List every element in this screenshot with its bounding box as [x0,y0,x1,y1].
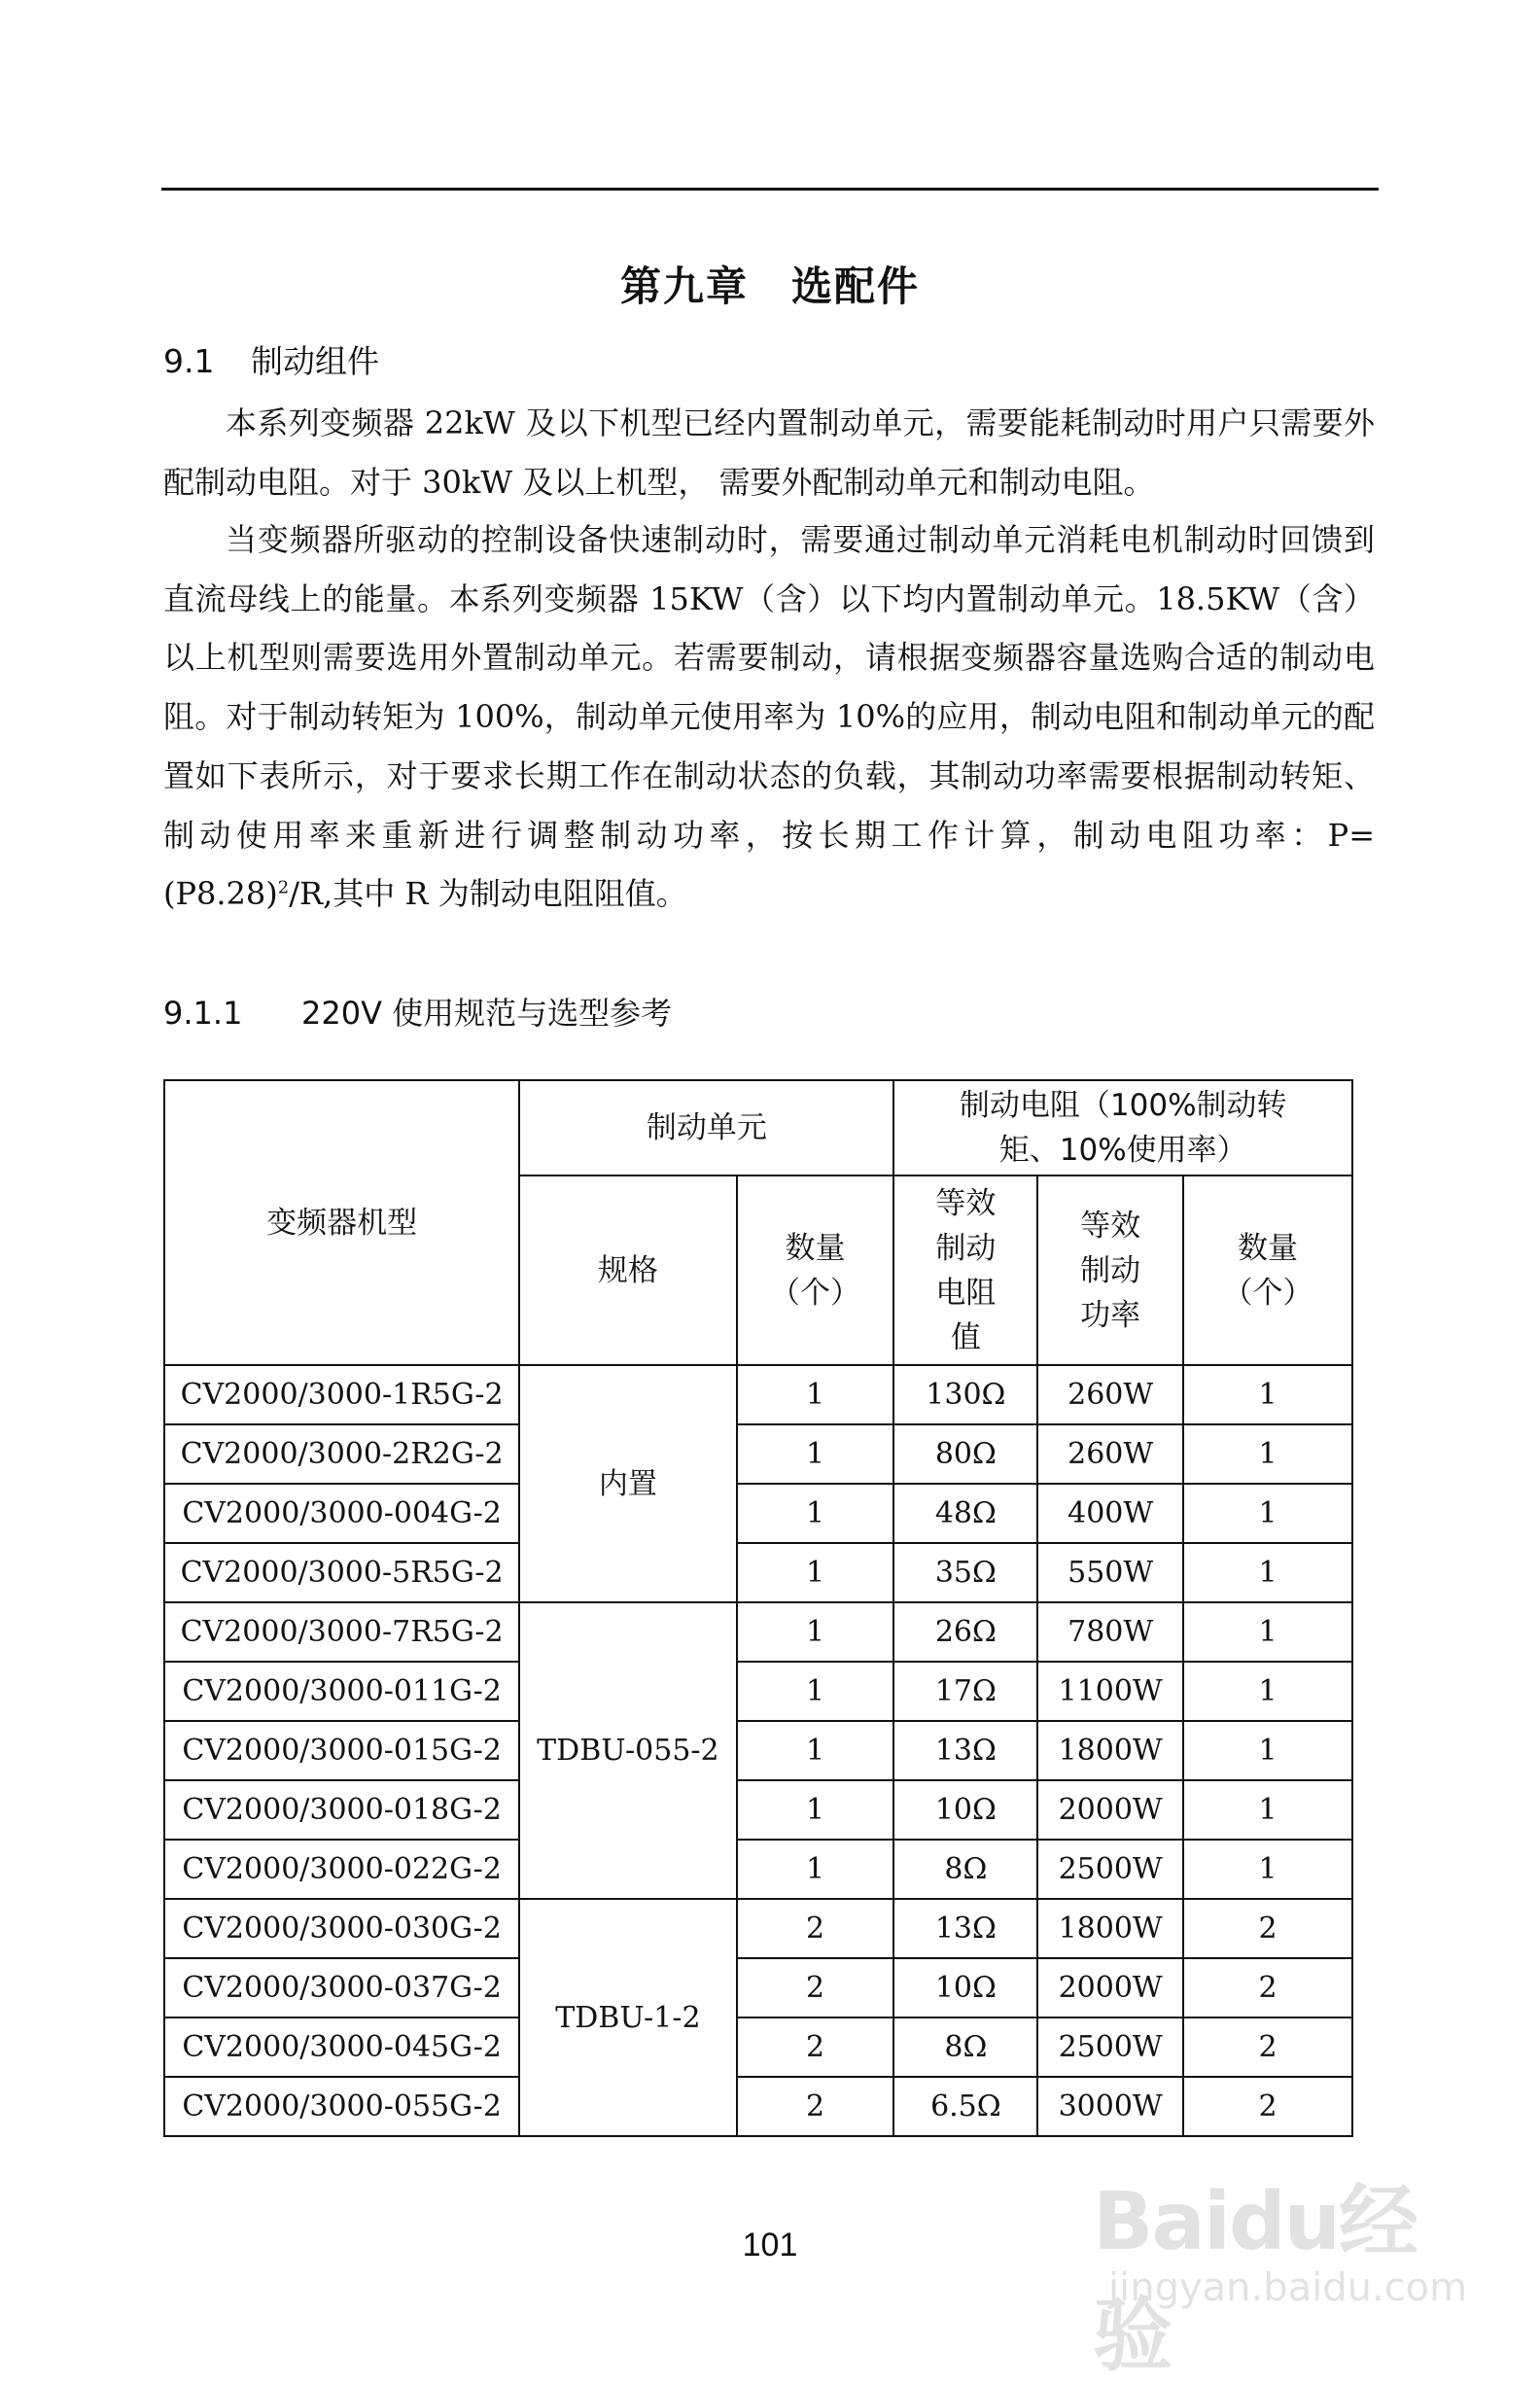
header-rule [161,188,1379,191]
resistance-cell: 13Ω [893,1721,1037,1780]
header-eq-power: 等效制动功率 [1037,1175,1183,1365]
model-cell: CV2000/3000-004G-2 [164,1484,519,1543]
table-row [164,1365,1352,1424]
unit-qty-cell: 2 [737,1899,894,1958]
resistance-cell: 35Ω [893,1543,1037,1602]
formula-tail: /R,其中 R 为制动电阻阻值。 [289,875,687,913]
power-cell: 260W [1037,1424,1183,1484]
resistor-qty-cell: 2 [1183,1958,1352,2018]
table-row [164,1543,1352,1602]
unit-qty-cell: 1 [737,1365,894,1424]
power-cell: 400W [1037,1484,1183,1543]
page-number: 101 [742,2227,798,2263]
baidu-watermark [1089,2158,1478,2382]
model-cell: CV2000/3000-037G-2 [164,1958,519,2018]
paragraph-1: 本系列变频器 22kW 及以下机型已经内置制动单元，需要能耗制动时用户只需要外配制动电阻。对于 30kW 及以上机型， 需要外配制动单元和制动电阻。 [163,404,1375,501]
resistor-qty-cell: 2 [1183,2018,1352,2077]
resistance-cell: 8Ω [893,1840,1037,1899]
resistor-qty-cell: 1 [1183,1662,1352,1721]
watermark-url: jingyan.baidu.com [1108,2265,1468,2310]
table-row [164,1958,1352,2018]
brake-selection-table [163,1079,1353,2137]
resistor-qty-cell: 2 [1183,2077,1352,2136]
unit-qty-cell: 1 [737,1602,894,1662]
table-row [164,2077,1352,2136]
model-cell: CV2000/3000-7R5G-2 [164,1602,519,1662]
header-brake-unit: 制动单元 [519,1080,893,1175]
unit-qty-cell: 2 [737,2077,894,2136]
header-eq-resistance: 等效制动电阻值 [893,1175,1037,1365]
power-cell: 3000W [1037,2077,1183,2136]
resistance-cell: 48Ω [893,1484,1037,1543]
model-cell: CV2000/3000-022G-2 [164,1840,519,1899]
table-row [164,1840,1352,1899]
resistor-qty-cell: 1 [1183,1543,1352,1602]
model-cell: CV2000/3000-2R2G-2 [164,1424,519,1484]
resistor-qty-cell: 1 [1183,1424,1352,1484]
resistor-qty-cell: 1 [1183,1602,1352,1662]
resistor-qty-cell: 1 [1183,1780,1352,1840]
power-cell: 1800W [1037,1899,1183,1958]
table-row [164,1602,1352,1662]
power-cell: 550W [1037,1543,1183,1602]
model-cell: CV2000/3000-1R5G-2 [164,1365,519,1424]
subsection-number: 9.1.1 [163,995,243,1032]
header-resistor-qty: 数量（个） [1183,1175,1352,1365]
resistance-cell: 80Ω [893,1424,1037,1484]
power-cell: 2000W [1037,1958,1183,2018]
model-cell: CV2000/3000-015G-2 [164,1721,519,1780]
resistor-qty-cell: 1 [1183,1484,1352,1543]
formula-exponent: 2 [277,877,290,898]
resistance-cell: 13Ω [893,1899,1037,1958]
spec-cell: 内置 [519,1365,736,1602]
power-cell: 2000W [1037,1780,1183,1840]
table-row [164,2018,1352,2077]
power-cell: 2500W [1037,2018,1183,2077]
subsection-heading [163,989,672,1034]
unit-qty-cell: 1 [737,1543,894,1602]
unit-qty-cell: 1 [737,1840,894,1899]
spec-cell: TDBU-1-2 [519,1899,736,2136]
section-heading [163,336,379,382]
power-cell: 780W [1037,1602,1183,1662]
resistance-cell: 6.5Ω [893,2077,1037,2136]
table-row [164,1899,1352,1958]
model-cell: CV2000/3000-055G-2 [164,2077,519,2136]
resistor-qty-cell: 1 [1183,1840,1352,1899]
table-row [164,1662,1352,1721]
power-cell: 1100W [1037,1662,1183,1721]
chapter-title: 第九章 选配件 [619,263,920,310]
paragraph-2-body: 当变频器所驱动的控制设备快速制动时，需要通过制动单元消耗电机制动时回馈到直流母线上的能量。本系列变频器 15KW（含）以下均内置制动单元。18.5KW（含）以上机型则需要选用外置制动单元。若需要制动，请根据变频器容量选购合适的制动电阻。对于制动转矩为 100%，制动单元使用率为 10%的应用，制动电阻和制动单元的配置如下表所示，对于要求长期工作在制动状态的负载，其制动功率需要根据制动转矩、制动使用率来重新进行调整制动功率，按长期工作计算，制动电阻功率： [163,521,1375,854]
header-brake-resistor: 制动电阻（100%制动转矩、10%使用率） [893,1080,1352,1175]
header-spec: 规格 [519,1175,736,1365]
power-cell: 1800W [1037,1721,1183,1780]
model-cell: CV2000/3000-011G-2 [164,1662,519,1721]
resistance-cell: 8Ω [893,2018,1037,2077]
unit-qty-cell: 1 [737,1424,894,1484]
power-cell: 260W [1037,1365,1183,1424]
unit-qty-cell: 1 [737,1780,894,1840]
unit-qty-cell: 2 [737,1958,894,2018]
header-model: 变频器机型 [164,1080,519,1365]
formula-base: P=(P8.28) [163,816,1375,913]
section-number: 9.1 [163,342,215,380]
power-cell: 2500W [1037,1840,1183,1899]
model-cell: CV2000/3000-045G-2 [164,2018,519,2077]
header-unit-qty: 数量（个） [737,1175,894,1365]
resistor-qty-cell: 1 [1183,1365,1352,1424]
model-cell: CV2000/3000-5R5G-2 [164,1543,519,1602]
resistance-cell: 17Ω [893,1662,1037,1721]
table-row [164,1484,1352,1543]
table-row [164,1780,1352,1840]
paragraph-2 [163,510,1375,924]
resistance-cell: 130Ω [893,1365,1037,1424]
unit-qty-cell: 1 [737,1721,894,1780]
model-cell: CV2000/3000-018G-2 [164,1780,519,1840]
subsection-title: 220V 使用规范与选型参考 [301,995,673,1032]
watermark-logo: Baidu经验 [1093,2176,1418,2382]
spec-cell: TDBU-055-2 [519,1602,736,1899]
resistor-qty-cell: 2 [1183,1899,1352,1958]
unit-qty-cell: 1 [737,1662,894,1721]
table-row [164,1424,1352,1484]
unit-qty-cell: 1 [737,1484,894,1543]
unit-qty-cell: 2 [737,2018,894,2077]
resistor-qty-cell: 1 [1183,1721,1352,1780]
resistance-cell: 26Ω [893,1602,1037,1662]
resistance-cell: 10Ω [893,1780,1037,1840]
section-title: 制动组件 [251,342,379,380]
table-row [164,1721,1352,1780]
model-cell: CV2000/3000-030G-2 [164,1899,519,1958]
resistance-cell: 10Ω [893,1958,1037,2018]
